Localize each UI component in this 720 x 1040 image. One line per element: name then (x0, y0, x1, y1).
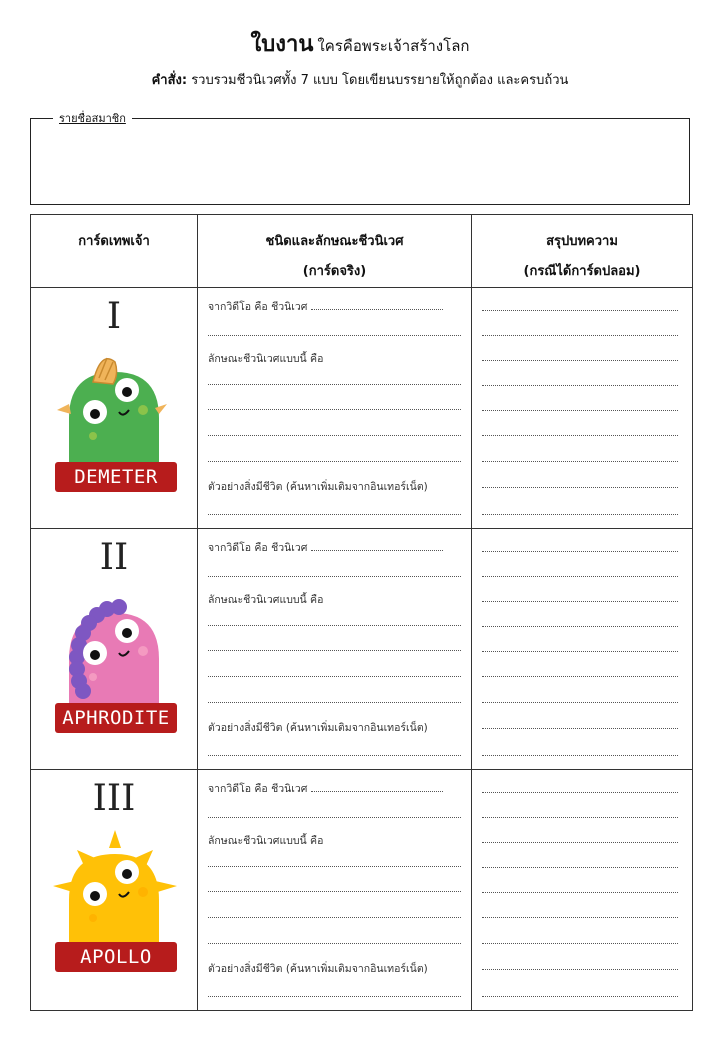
table-header-row (31, 215, 693, 288)
god-card-cell (31, 770, 198, 1011)
summary-line[interactable] (482, 514, 678, 515)
answer-line[interactable] (208, 917, 461, 918)
god-banner (55, 703, 177, 733)
answer-line[interactable] (208, 755, 461, 756)
answer-line[interactable] (208, 461, 461, 462)
traits-prompt: ลักษณะชีวนิเวศแบบนี้ คือ (208, 835, 324, 847)
roman-numeral: III (92, 778, 136, 819)
header-god-card (31, 215, 198, 288)
members-box[interactable] (30, 112, 690, 205)
examples-prompt: ตัวอย่างสิ่งมีชีวิต (ค้นหาเพิ่มเติมจากอินเทอร์เน็ต) (208, 722, 428, 734)
summary-line[interactable] (482, 461, 678, 462)
biome-answer-cell[interactable] (198, 288, 472, 529)
god-card-cell (31, 288, 198, 529)
god-banner (55, 462, 177, 492)
answer-line[interactable] (208, 335, 461, 336)
summary-answer-cell[interactable] (472, 288, 693, 529)
summary-answer-cell[interactable] (472, 529, 693, 770)
summary-line[interactable] (482, 892, 678, 893)
summary-answer-cell[interactable] (472, 770, 693, 1011)
summary-line[interactable] (482, 676, 678, 677)
summary-line[interactable] (482, 917, 678, 918)
summary-line[interactable] (482, 601, 678, 602)
examples-prompt: ตัวอย่างสิ่งมีชีวิต (ค้นหาเพิ่มเติมจากอินเทอร์เน็ต) (208, 481, 428, 493)
summary-line[interactable] (482, 626, 678, 627)
traits-prompt: ลักษณะชีวนิเวศแบบนี้ คือ (208, 594, 324, 606)
summary-line[interactable] (482, 842, 678, 843)
title-main: ใบงาน (250, 32, 314, 57)
answer-blank[interactable] (311, 791, 443, 792)
answer-line[interactable] (208, 625, 461, 626)
header-summary-line1: สรุปบทความ (546, 234, 618, 249)
god-banner (55, 942, 177, 972)
biome-answer-cell[interactable] (198, 770, 472, 1011)
table-row (31, 529, 693, 770)
summary-line[interactable] (482, 792, 678, 793)
video-prompt-line (208, 780, 461, 797)
summary-line[interactable] (482, 410, 678, 411)
video-prompt: จากวิดีโอ คือ ชีวนิเวศ (208, 542, 308, 554)
answer-line[interactable] (208, 943, 461, 944)
answer-line[interactable] (208, 409, 461, 410)
god-card-cell (31, 529, 198, 770)
answer-blank[interactable] (311, 550, 443, 551)
header-summary-line2: (กรณีได้การ์ดปลอม) (523, 264, 641, 279)
roman-numeral: II (99, 537, 129, 578)
header-god-card-label: การ์ดเทพเจ้า (78, 234, 150, 249)
instruction-label: คำสั่ง: (151, 73, 188, 88)
summary-line[interactable] (482, 728, 678, 729)
instruction (0, 69, 720, 90)
video-prompt: จากวิดีโอ คือ ชีวนิเวศ (208, 301, 308, 313)
title-sub: ใครคือพระเจ้าสร้างโลก (317, 37, 470, 55)
summary-line[interactable] (482, 943, 678, 944)
biome-answer-cell[interactable] (198, 529, 472, 770)
summary-line[interactable] (482, 360, 678, 361)
answer-line[interactable] (208, 817, 461, 818)
summary-line[interactable] (482, 755, 678, 756)
answer-line[interactable] (208, 650, 461, 651)
roman-numeral: I (106, 296, 122, 337)
instruction-text: รวบรวมชีวนิเวศทั้ง 7 แบบ โดยเขียนบรรยายให้ถูกต้อง และครบถ้วน (191, 73, 569, 88)
summary-line[interactable] (482, 435, 678, 436)
answer-line[interactable] (208, 996, 461, 997)
table-row (31, 770, 693, 1011)
answer-line[interactable] (208, 676, 461, 677)
answer-blank[interactable] (311, 309, 443, 310)
summary-line[interactable] (482, 487, 678, 488)
god-name: APOLLO (80, 946, 152, 968)
worksheet-table (30, 214, 693, 1011)
traits-prompt: ลักษณะชีวนิเวศแบบนี้ คือ (208, 353, 324, 365)
video-prompt-line (208, 298, 461, 315)
summary-line[interactable] (482, 817, 678, 818)
members-legend: รายชื่อสมาชิก (53, 109, 132, 127)
worksheet-title (0, 26, 720, 61)
header-biome-type-line1: ชนิดและลักษณะชีวนิเวศ (265, 234, 404, 249)
summary-line[interactable] (482, 310, 678, 311)
header-summary (472, 215, 693, 288)
summary-line[interactable] (482, 702, 678, 703)
answer-line[interactable] (208, 891, 461, 892)
answer-line[interactable] (208, 514, 461, 515)
summary-line[interactable] (482, 335, 678, 336)
answer-line[interactable] (208, 384, 461, 385)
examples-prompt: ตัวอย่างสิ่งมีชีวิต (ค้นหาเพิ่มเติมจากอินเทอร์เน็ต) (208, 963, 428, 975)
video-prompt-line (208, 539, 461, 556)
header-biome-type-line2: (การ์ดจริง) (302, 264, 367, 279)
video-prompt: จากวิดีโอ คือ ชีวนิเวศ (208, 783, 308, 795)
summary-line[interactable] (482, 867, 678, 868)
table-row (31, 288, 693, 529)
god-name: APHRODITE (62, 707, 170, 729)
answer-line[interactable] (208, 435, 461, 436)
god-name: DEMETER (74, 466, 158, 488)
summary-line[interactable] (482, 551, 678, 552)
answer-line[interactable] (208, 702, 461, 703)
summary-line[interactable] (482, 385, 678, 386)
header-biome-type (198, 215, 472, 288)
answer-line[interactable] (208, 576, 461, 577)
summary-line[interactable] (482, 969, 678, 970)
answer-line[interactable] (208, 866, 461, 867)
summary-line[interactable] (482, 996, 678, 997)
summary-line[interactable] (482, 576, 678, 577)
summary-line[interactable] (482, 651, 678, 652)
